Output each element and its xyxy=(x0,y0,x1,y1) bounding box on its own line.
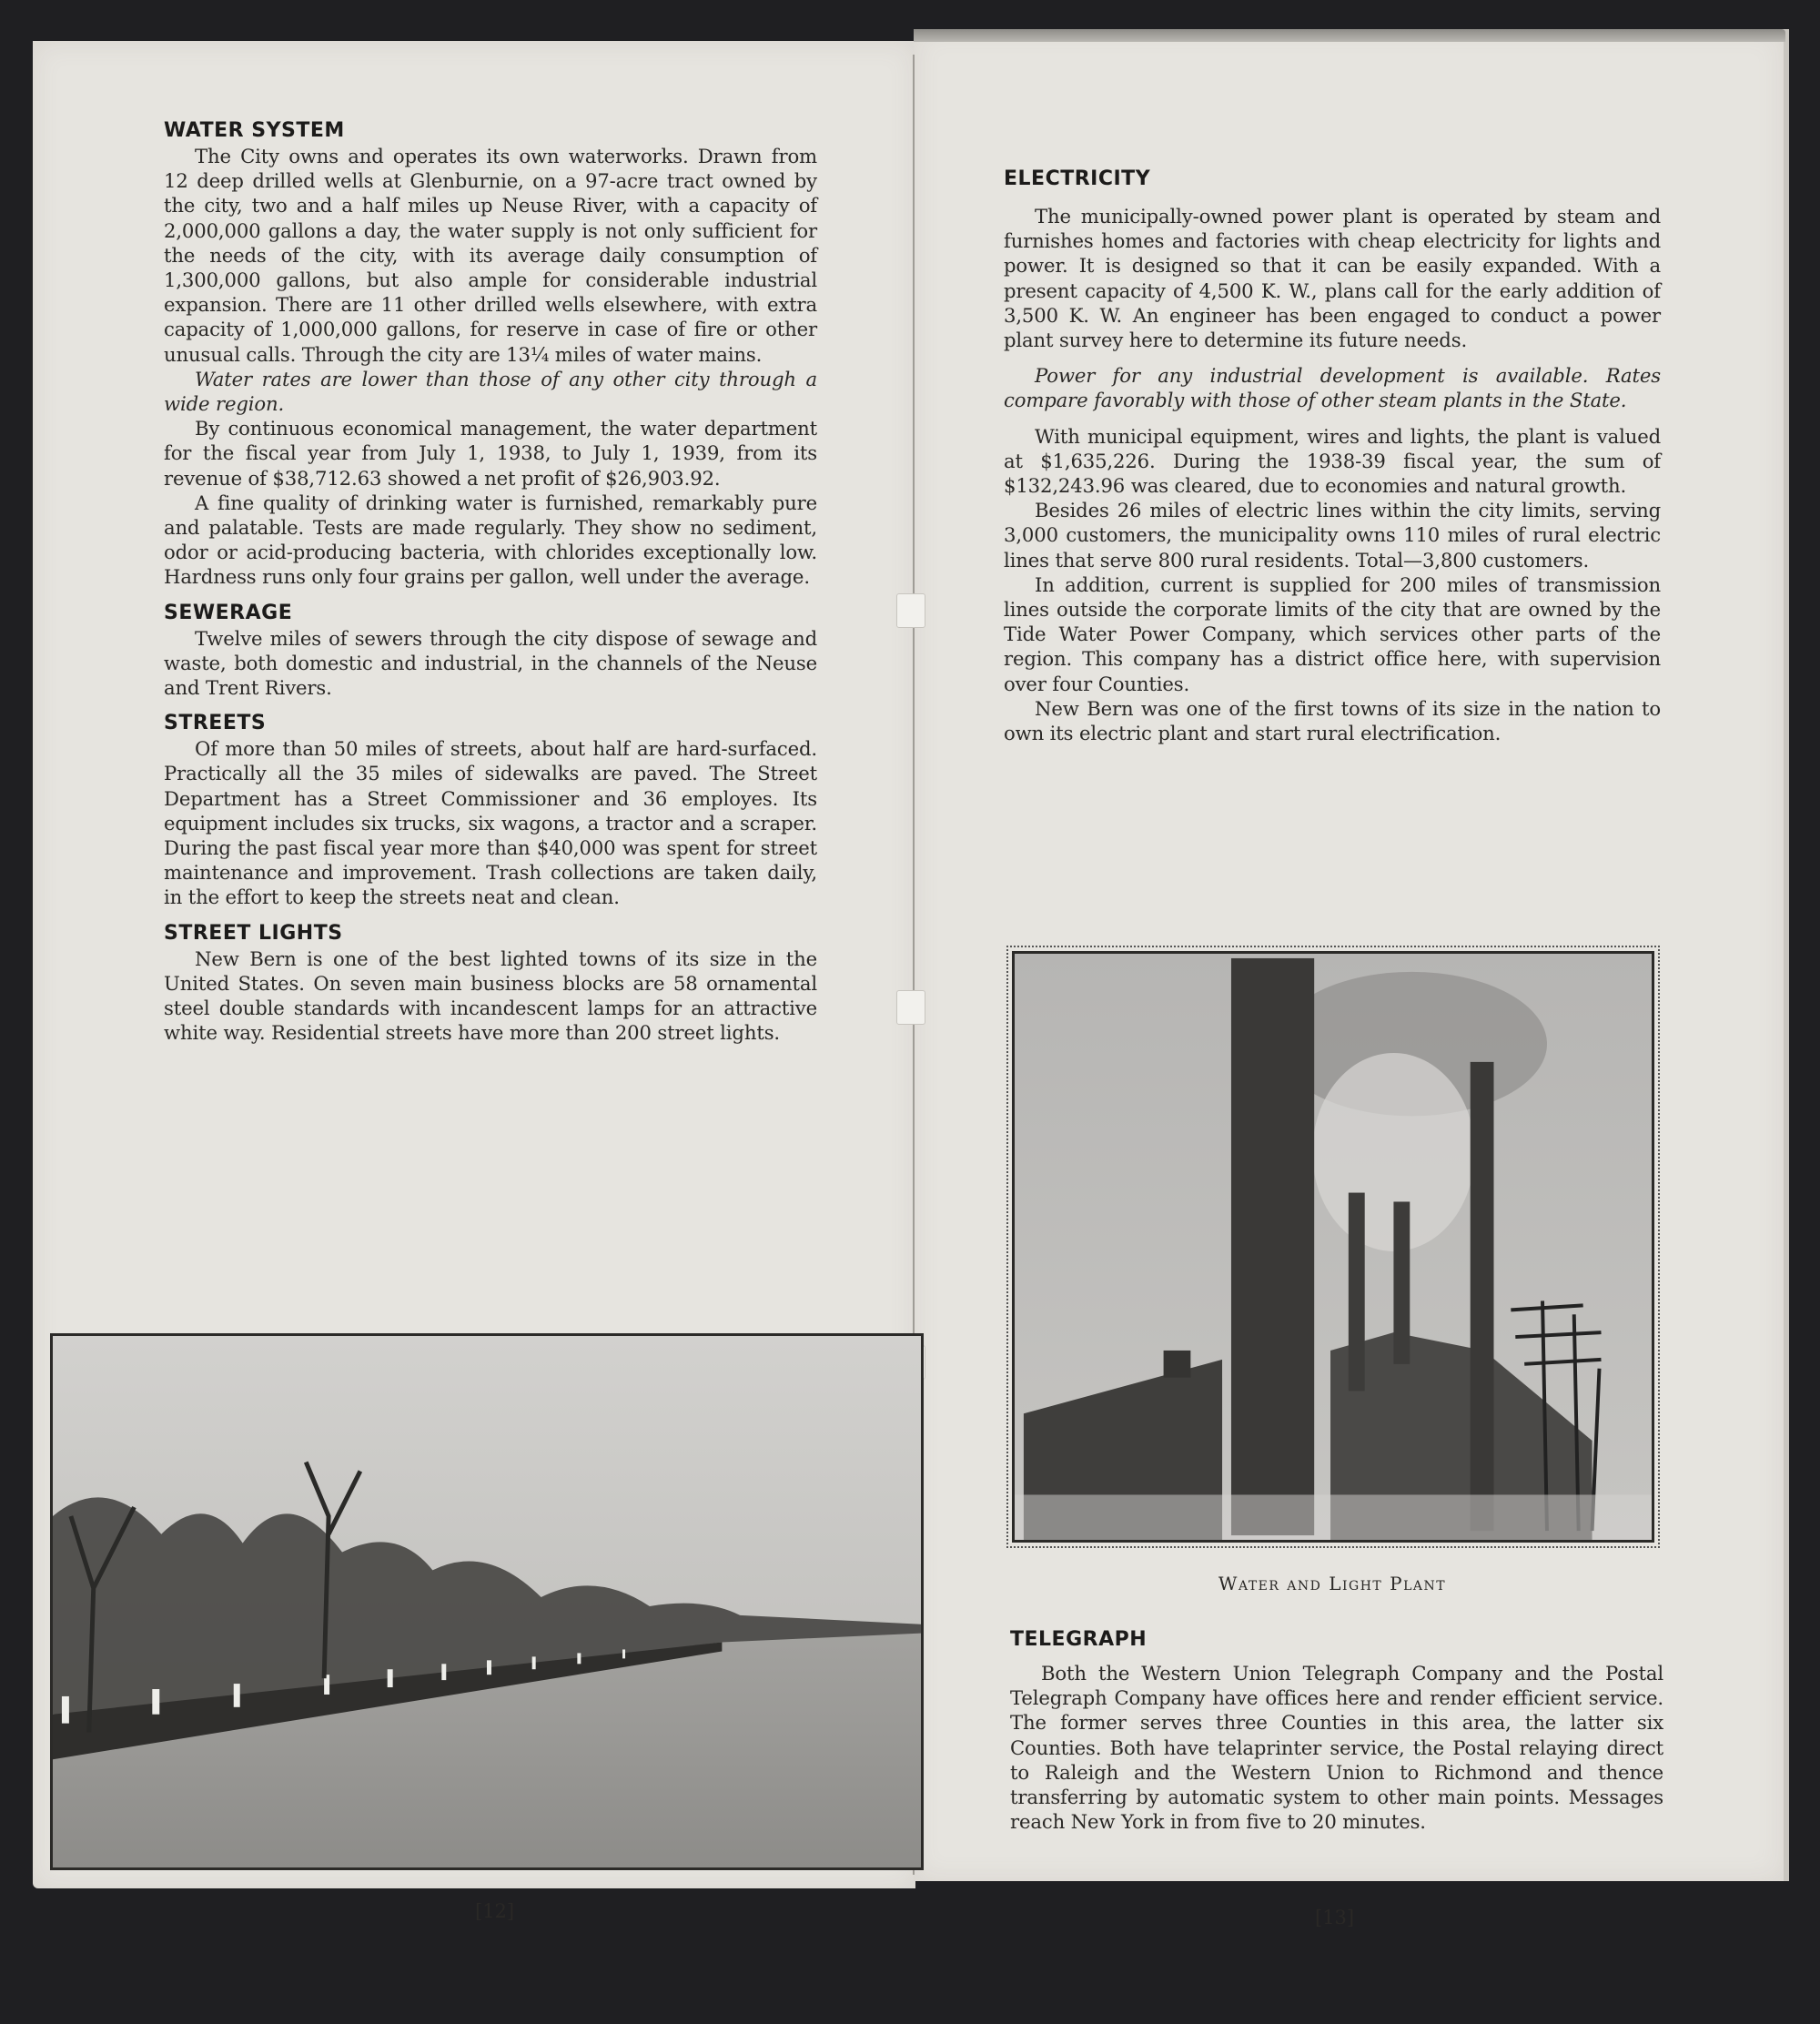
paragraph: New Bern was one of the first towns of its size in the nation to own its electric plant and start rural electrification. xyxy=(1004,696,1661,745)
staple-icon xyxy=(896,593,925,628)
telegraph-section xyxy=(1010,1627,1663,1834)
street-photo-image xyxy=(53,1336,921,1867)
paragraph: By continuous economical management, the water department for the fiscal year from July 1, 1938, to July 1, 1939, from its revenue of $38,712.63 showed a net profit of $26,903.92. xyxy=(164,417,817,490)
paragraph: A fine quality of drinking water is furnished, remarkably pure and palatable. Tests are made regularly. They show no sediment, odor or acid-producing bacteria, with chlorides exceptionally low. Hardness runs only four grains per gallon, well under the average. xyxy=(164,491,817,589)
staple-icon xyxy=(896,990,925,1025)
heading-telegraph: TELEGRAPH xyxy=(1010,1628,1148,1651)
paragraph-italic: Water rates are lower than those of any other city through a wide region. xyxy=(164,367,817,416)
paragraph: Twelve miles of sewers through the city dispose of sewage and waste, both domestic and industrial, in the channels of the Neuse and Trent Rivers. xyxy=(164,626,817,700)
paragraph: Both the Western Union Telegraph Company and the Postal Telegraph Company have offices here and render efficient service. The former serves three Counties in this area, the latter six Counties. Both have telaprinter service, the Postal relaying direct to Raleigh and the Western Union to Richmond and thence transferring by automatic system to other main points. Messages reach New York in from five to 20 minutes. xyxy=(1010,1662,1663,1834)
paragraph: Of more than 50 miles of streets, about half are hard-surfaced. Practically all the 35 miles of sidewalks are paved. The Street Department has a Street Commissioner and 36 employes. Its equipment includes six trucks, six wagons, a tractor and a scraper. During the past fiscal year more than $40,000 was spent for street maintenance and improvement. Trash collections are taken daily, in the effort to keep the streets neat and clean. xyxy=(164,737,817,909)
left-column xyxy=(164,118,817,1046)
page-number-left: [12] xyxy=(475,1900,515,1922)
heading-electricity: ELECTRICITY xyxy=(1004,167,1151,190)
right-column xyxy=(1004,167,1661,745)
heading-sewerage: SEWERAGE xyxy=(164,601,293,624)
power-plant-image xyxy=(1015,954,1652,1540)
paragraph: New Bern is one of the best lighted towns of its size in the United States. On seven main business blocks are 58 ornamental steel double standards with incandescent lamps for an attractive white way. Residential streets have more than 200 street lights. xyxy=(164,946,817,1045)
paragraph-italic: Power for any industrial development is available. Rates compare favorably with those of other steam plants in the State. xyxy=(1004,364,1661,412)
photo-caption: Water and Light Plant xyxy=(1218,1573,1447,1594)
paragraph: With municipal equipment, wires and lights, the plant is valued at $1,635,226. During the 1938-39 fiscal year, the sum of $132,243.96 was cleared, due to economies and natural growth. xyxy=(1004,424,1661,498)
paragraph: The municipally-owned power plant is operated by steam and furnishes homes and factories with cheap electricity for lights and power. It is designed so that it can be easily expanded. With a present capacity of 4,500 K. W., plans call for the early addition of 3,500 K. W. An engineer has been engaged to conduct a power plant survey here to determine its future needs. xyxy=(1004,205,1661,352)
street-photo xyxy=(50,1333,924,1870)
paragraph: Besides 26 miles of electric lines within the city limits, serving 3,000 customers, the municipality owns 110 miles of rural electric lines that serve 800 rural residents. Total—3,800 customers. xyxy=(1004,499,1661,572)
heading-water-system: WATER SYSTEM xyxy=(164,119,345,142)
page-number-right: [13] xyxy=(1315,1907,1355,1928)
page-edge xyxy=(914,29,1785,42)
heading-street-lights: STREET LIGHTS xyxy=(164,921,343,945)
power-plant-photo xyxy=(1012,951,1654,1543)
paragraph: In addition, current is supplied for 200 miles of transmission lines outside the corporate limits of the city that are owned by the Tide Water Power Company, which services other parts of the region. This company has a district office here, with supervision over four Counties. xyxy=(1004,572,1661,695)
paragraph: The City owns and operates its own waterworks. Drawn from 12 deep drilled wells at Glenburnie, on a 97-acre tract owned by the city, two and a half miles up Neuse River, with a capacity of 2,000,000 gallons a day, the water supply is not only sufficient for the needs of the city, with its average daily consumption of 1,300,000 gallons, but also ample for considerable industrial expansion. There are 11 other drilled wells elsewhere, with extra capacity of 1,000,000 gallons, for reserve in case of fire or other unusual calls. Through the city are 13¼ miles of water mains. xyxy=(164,145,817,366)
heading-streets: STREETS xyxy=(164,712,267,735)
